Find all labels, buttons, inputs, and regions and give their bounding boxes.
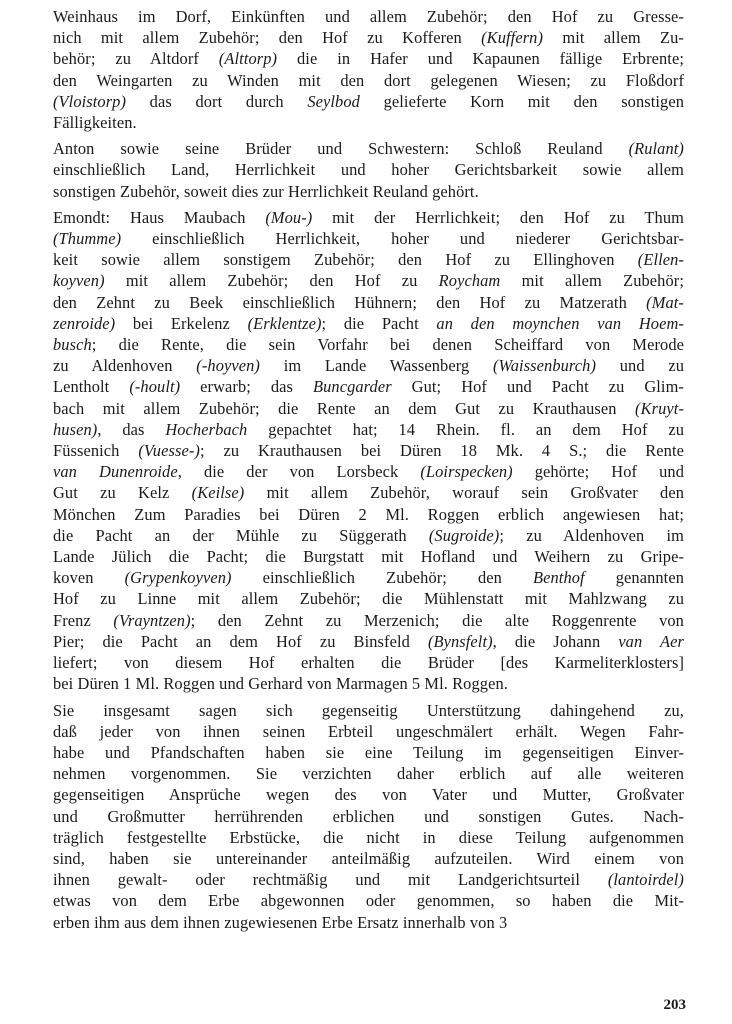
text-run: den Zehnt zu Beek einschließlich Hühnern; den Hof zu Matzerath: [53, 292, 647, 312]
paragraph: [53, 207, 684, 695]
text-line: [53, 181, 684, 202]
text-line: [53, 270, 684, 291]
text-line: [53, 848, 684, 869]
italic-text: van Aer: [618, 631, 684, 651]
text-run: Anton sowie seine Brüder und Schwestern: Schloß Reuland: [53, 139, 629, 159]
italic-text: (Rulant): [628, 139, 684, 159]
italic-text: busch: [53, 335, 92, 355]
text-run: Fälligkeiten.: [53, 113, 137, 133]
text-run: bei Erkelenz: [115, 313, 248, 333]
text-run: den Weingarten zu Winden mit den dort gelegenen Wiesen; zu Floßdorf: [53, 70, 684, 90]
italic-text: Seylbod: [307, 91, 360, 111]
text-line: [53, 334, 684, 355]
text-run: ; zu Aldenhoven im: [499, 525, 684, 545]
body-text: [53, 6, 684, 933]
italic-text: Benthof: [533, 568, 585, 588]
italic-text: van Dunenroide: [53, 462, 178, 482]
text-run: Weinhaus im Dorf, Einkünften und allem Zubehör; den Hof zu Gresse-: [53, 7, 684, 26]
text-run: keit sowie allem sonstigem Zubehör; den Hof zu Ellinghoven: [53, 250, 638, 270]
italic-text: (Alttorp): [218, 49, 278, 69]
italic-text: (Vrayntzen): [113, 610, 191, 630]
text-line: [53, 763, 684, 784]
text-run: Mönchen Zum Paradies bei Düren 2 Ml. Roggen erblich angewiesen hat;: [53, 504, 684, 524]
text-run: mit allem Zu-: [543, 28, 684, 48]
italic-text: (Keilse): [191, 483, 245, 503]
text-line: [53, 70, 684, 91]
text-run: ; die Rente, die sein Vorfahr bei denen Scheiffard von Merode: [91, 335, 684, 355]
text-run: , die der von Lorsbeck: [177, 462, 421, 482]
text-line: [53, 228, 684, 249]
text-run: und Großmutter herrührenden erblichen und sonstigen Gutes. Nach-: [53, 806, 684, 826]
text-run: Gut zu Kelz: [53, 483, 192, 503]
italic-text: Roycham: [438, 271, 501, 291]
italic-text: Hocherbach: [165, 419, 248, 439]
text-run: Sie insgesamt sagen sich gegenseitig Unterstützung dahingehend zu,: [53, 700, 684, 720]
text-run: , die Johann: [492, 631, 619, 651]
text-run: sonstigen Zubehör, soweit dies zur Herrlichkeit Reuland gehört.: [53, 181, 479, 201]
text-run: Lentholt: [53, 377, 130, 397]
text-run: nehmen vorgenommen. Sie verzichten daher erblich auf alle weiteren: [53, 764, 684, 784]
text-line: [53, 546, 684, 567]
text-line: [53, 827, 684, 848]
text-run: ihnen gewalt- oder rechtmäßig und mit Landgerichtsurteil: [53, 870, 608, 890]
text-run: gepachtet hat; 14 Rhein. fl. an dem Hof zu: [247, 419, 684, 439]
text-line: [53, 6, 684, 27]
text-run: gehörte; Hof und: [512, 462, 684, 482]
text-run: koven: [53, 568, 125, 588]
text-line: [53, 700, 684, 721]
text-line: [53, 112, 684, 133]
italic-text: (Vuesse-): [138, 441, 200, 461]
text-run: im Lande Wassenberg: [259, 356, 493, 376]
italic-text: (Waissenburch): [492, 356, 597, 376]
italic-text: (Mou-): [265, 207, 313, 227]
italic-text: (Erklentze): [247, 313, 322, 333]
text-line: [53, 610, 684, 631]
text-line: [53, 673, 684, 694]
text-line: [53, 207, 684, 228]
text-run: nich mit allem Zubehör; den Hof zu Kofferen: [53, 28, 482, 48]
text-run: erben ihm aus dem ihnen zugewiesenen Erbe Ersatz innerhalb von 3: [53, 912, 508, 932]
text-run: Emondt: Haus Maubach: [53, 207, 266, 227]
text-run: das dort durch: [126, 91, 308, 111]
text-run: behör; zu Altdorf: [53, 49, 219, 69]
paragraph: [53, 700, 684, 933]
text-line: [53, 742, 684, 763]
text-run: ; den Zehnt zu Merzenich; die alte Roggenrente von: [190, 610, 684, 630]
italic-text: (Kuffern): [481, 28, 544, 48]
text-line: [53, 869, 684, 890]
text-line: [53, 504, 684, 525]
italic-text: husen): [53, 419, 98, 439]
italic-text: (Loirspecken): [420, 462, 513, 482]
text-line: [53, 440, 684, 461]
text-line: [53, 461, 684, 482]
text-line: [53, 525, 684, 546]
text-run: ; zu Krauthausen bei Düren 18 Mk. 4 S.; die Rente: [199, 441, 684, 461]
text-run: daß jeder von ihnen seinen Erbteil ungeschmälert erhält. Wegen Fahr-: [53, 721, 684, 741]
text-run: bei Düren 1 Ml. Roggen und Gerhard von Marmagen 5 Ml. Roggen.: [53, 674, 508, 694]
text-line: [53, 806, 684, 827]
text-run: Hof zu Linne mit allem Zubehör; die Mühlenstatt mit Mahlzwang zu: [53, 589, 684, 609]
text-line: [53, 784, 684, 805]
text-run: einschließlich Zubehör; den: [231, 568, 534, 588]
text-run: Lande Jülich die Pacht; die Burgstatt mit Hofland und Weihern zu Gripe-: [53, 547, 684, 567]
text-run: die Pacht an der Mühle zu Süggerath: [53, 525, 429, 545]
text-run: Gut; Hof und Pacht zu Glim-: [391, 377, 684, 397]
text-run: und zu: [596, 356, 684, 376]
italic-text: (Thumme): [53, 229, 122, 249]
text-line: [53, 376, 684, 397]
text-run: Füssenich: [53, 441, 139, 461]
text-line: [53, 27, 684, 48]
text-run: Pier; die Pacht an dem Hof zu Binsfeld: [53, 631, 428, 651]
text-run: bach mit allem Zubehör; die Rente an dem Gut zu Krauthausen: [53, 398, 636, 418]
paragraph: [53, 6, 684, 133]
italic-text: koyven): [53, 271, 105, 291]
text-line: [53, 249, 684, 270]
text-line: [53, 138, 684, 159]
italic-text: (Mat-: [646, 292, 684, 312]
text-line: [53, 482, 684, 503]
text-line: [53, 567, 684, 588]
text-line: [53, 355, 684, 376]
text-run: gelieferte Korn mit den sonstigen: [359, 91, 685, 111]
text-run: mit allem Zubehör;: [500, 271, 684, 291]
text-run: träglich festgestellte Erbstücke, die nicht in diese Teilung aufgenommen: [53, 827, 684, 847]
text-line: [53, 159, 684, 180]
text-run: mit allem Zubehör, worauf sein Großvater den: [244, 483, 684, 503]
text-run: einschließlich Land, Herrlichkeit und hoher Gerichtsbarkeit sowie allem: [53, 160, 684, 180]
text-run: gegenseitigen Ansprüche wegen des von Vater und Mutter, Großvater: [53, 785, 684, 805]
page-number: 203: [663, 997, 686, 1013]
text-line: [53, 890, 684, 911]
text-line: [53, 91, 684, 112]
italic-text: (Vloistorp): [53, 91, 127, 111]
text-line: [53, 631, 684, 652]
italic-text: (Ellen-: [637, 250, 684, 270]
italic-text: (Kruyt-: [635, 398, 684, 418]
text-run: liefert; von diesem Hof erhalten die Brüder [des Karmeliterklosters]: [53, 653, 684, 673]
text-run: habe und Pfandschaften haben sie eine Teilung im gegenseitigen Einver-: [53, 742, 684, 762]
italic-text: (-hoyven): [196, 356, 260, 376]
italic-text: zenroide): [53, 313, 116, 333]
text-line: [53, 721, 684, 742]
text-run: die in Hafer und Kapaunen fällige Erbrente;: [277, 49, 684, 69]
text-run: ; die Pacht: [321, 313, 437, 333]
text-run: , das: [97, 419, 166, 439]
italic-text: (Bynsfelt): [427, 631, 493, 651]
text-run: zu Aldenhoven: [53, 356, 197, 376]
text-run: genannten: [584, 568, 684, 588]
text-line: [53, 398, 684, 419]
paragraph: [53, 138, 684, 202]
text-run: erwarb; das: [180, 377, 314, 397]
text-line: [53, 48, 684, 69]
text-line: [53, 912, 684, 933]
text-line: [53, 313, 684, 334]
text-line: [53, 292, 684, 313]
italic-text: (Grypenkoyven): [124, 568, 232, 588]
text-line: [53, 652, 684, 673]
text-run: Frenz: [53, 610, 114, 630]
text-line: [53, 419, 684, 440]
text-line: [53, 588, 684, 609]
text-run: etwas von dem Erbe abgewonnen oder genommen, so haben die Mit-: [53, 891, 684, 911]
italic-text: Buncgarder: [313, 377, 392, 397]
italic-text: (lantoirdel): [607, 870, 684, 890]
text-run: einschließlich Herrlichkeit, hoher und niederer Gerichtsbar-: [121, 229, 684, 249]
italic-text: (-hoult): [129, 377, 181, 397]
text-run: mit der Herrlichkeit; den Hof zu Thum: [312, 207, 684, 227]
italic-text: an den moynchen van Hoem-: [436, 313, 684, 333]
italic-text: (Sugroide): [428, 525, 500, 545]
text-run: sind, haben sie untereinander anteilmäßig aufzuteilen. Wird einem von: [53, 848, 684, 868]
text-run: mit allem Zubehör; den Hof zu: [104, 271, 439, 291]
